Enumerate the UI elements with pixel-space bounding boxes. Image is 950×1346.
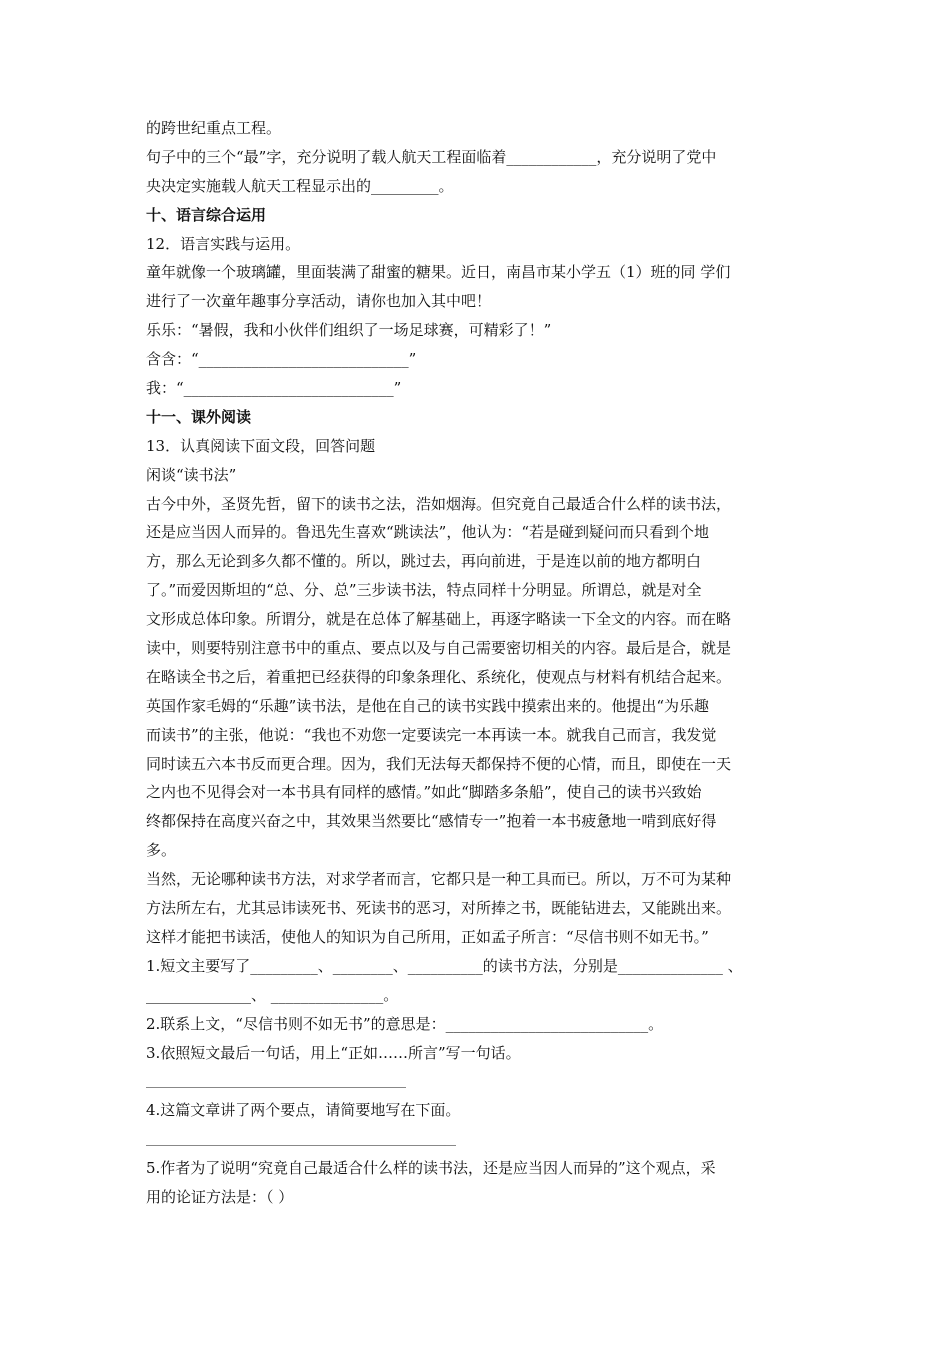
question-11-sentence-end: 央决定实施载人航天工程显示出的_________。 <box>146 176 454 195</box>
sub-question-5-cont: 用的论证方法是：（ ） <box>146 1187 294 1206</box>
sub-question-1: 1.短文主要写了_________、________、__________的读书方法，分别是______________ 、 <box>146 956 743 975</box>
article-line: 了。”而爱因斯坦的“总、分、总”三步读书法，特点同样十分明显。所谓总，就是对全 <box>146 581 702 600</box>
document-page <box>146 114 810 1212</box>
section-heading-10: 十、语言综合运用 <box>146 205 267 224</box>
answer-line-4 <box>146 1125 810 1154</box>
dialogue-me: 我：“____________________________” <box>146 379 402 398</box>
article-line: 读中，则要特别注意书中的重点、要点以及与自己需要密切相关的内容。最后是合，就是 <box>146 639 732 658</box>
section-heading-11: 十一、课外阅读 <box>146 407 252 426</box>
question-12-title: 12．语言实践与运用。 <box>146 234 301 253</box>
article-line: 终都保持在高度兴奋之中，其效果当然要比“感情专一”抱着一本书疲惫地一啃到底好得 <box>146 812 717 831</box>
sub-question-3: 3.依照短文最后一句话，用上“正如……所言”写一句话。 <box>146 1043 521 1062</box>
article-line: 方法所左右，尤其忌讳读死书、死读书的恶习，对所捧之书，既能钻进去，又能跳出来。 <box>146 899 732 918</box>
article-line: 之内也不见得会对一本书具有同样的感情。”如此“脚踏多条船”，使自己的读书兴致始 <box>146 783 702 802</box>
text-line: 的跨世纪重点工程。 <box>146 119 282 137</box>
article-line: 而读书”的主张，他说：“我也不劝您一定要读完一本再读一本。就我自己而言，我发觉 <box>146 725 717 744</box>
article-line: 多。 <box>146 841 177 860</box>
sub-question-2: 2.联系上文，“尽信书则不如无书”的意思是：___________________________。 <box>146 1014 664 1033</box>
article-line: 英国作家毛姆的“乐趣”读书法，是他在自己的读书实践中摸索出来的。他提出“为乐趣 <box>146 696 710 715</box>
answer-rule <box>146 1145 456 1146</box>
dialogue-hanhan: 含含：“____________________________” <box>146 350 417 369</box>
article-line: 当然，无论哪种读书方法，对求学者而言，它都只是一种工具而已。所以，万不可为某种 <box>146 870 732 889</box>
article-line: 文形成总体印象。所谓分，就是在总体了解基础上，再逐字略读一下全文的内容。而在略 <box>146 610 732 629</box>
answer-rule <box>146 1087 406 1088</box>
article-line: 古今中外，圣贤先哲，留下的读书之法，浩如烟海。但究竟自己最适合什么样的读书法， <box>146 494 732 513</box>
question-12-prompt: 童年就像一个玻璃罐，里面装满了甜蜜的糖果。近日，南昌市某小学五（1）班的同 学们 <box>146 263 731 282</box>
article-line: 在略读全书之后，着重把已经获得的印象条理化、系统化，使观点与材料有机结合起来。 <box>146 667 732 686</box>
question-11-sentence: 句子中的三个“最”字，充分说明了载人航天工程面临着____________，充分说明了党中 <box>146 147 717 166</box>
question-12-prompt-end: 进行了一次童年趣事分享活动，请你也加入其中吧！ <box>146 292 492 311</box>
question-13-title: 13．认真阅读下面文段，回答问题 <box>146 436 376 455</box>
answer-line-3 <box>146 1067 810 1096</box>
sub-question-4: 4.这篇文章讲了两个要点，请简要地写在下面。 <box>146 1101 461 1120</box>
article-line: 这样才能把书读活，使他人的知识为自己所用，正如孟子所言：“尽信书则不如无书。” <box>146 927 709 946</box>
article-line: 方，那么无论到多久都不懂的。所以，跳过去，再向前进，于是连以前的地方都明白 <box>146 552 702 571</box>
article-line: 还是应当因人而异的。鲁迅先生喜欢“跳读法”，他认为：“若是碰到疑问而只看到个地 <box>146 523 710 542</box>
dialogue-lele: 乐乐：“暑假，我和小伙伴们组织了一场足球赛，可精彩了！” <box>146 321 552 340</box>
sub-question-5: 5.作者为了说明“究竟自己最适合什么样的读书法，还是应当因人而异的”这个观点，采 <box>146 1159 716 1178</box>
article-line: 同时读五六本书反而更合理。因为，我们无法每天都保持不便的心情，而且，即使在一天 <box>146 754 732 773</box>
article-title: 闲谈“读书法” <box>146 465 237 484</box>
sub-question-1-cont: ______________、 _______________。 <box>146 985 399 1004</box>
